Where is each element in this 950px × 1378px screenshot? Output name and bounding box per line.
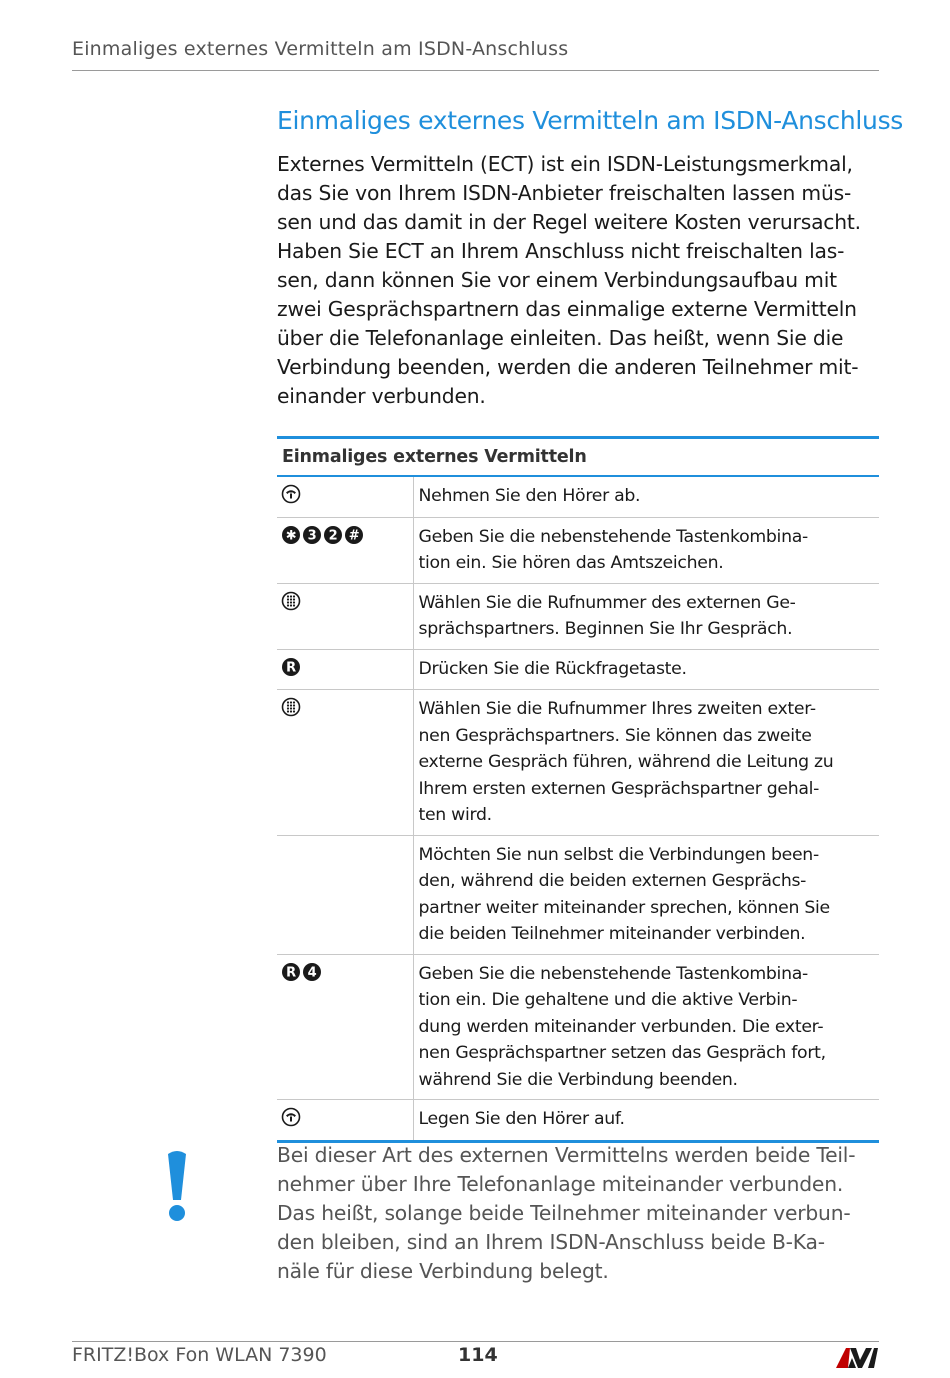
- svg-text:3: 3: [307, 528, 317, 544]
- step-keys-cell: [277, 476, 413, 517]
- step-keys-cell: [277, 583, 413, 649]
- step-instruction-line: die beiden Teilnehmer miteinander verbinden.: [418, 924, 806, 944]
- step-row: [277, 649, 879, 690]
- intro-line: über die Telefonanlage einleiten. Das heißt, wenn Sie die: [277, 326, 844, 350]
- step-row: [277, 690, 879, 836]
- step-instruction-line: sprächspartners. Beginnen Sie Ihr Gespräch.: [418, 619, 793, 639]
- avm-logo: [834, 1344, 880, 1370]
- step-instruction-line: tion ein. Die gehaltene und die aktive Verbin-: [418, 990, 798, 1010]
- intro-line: Externes Vermitteln (ECT) ist ein ISDN-Leistungsmerkmal,: [277, 152, 853, 176]
- step-instruction-line: Nehmen Sie den Hörer ab.: [418, 486, 641, 506]
- key-star-icon: [281, 525, 301, 545]
- intro-line: Verbindung beenden, werden die anderen Teilnehmer mit-: [277, 355, 859, 379]
- key-r-icon: [281, 657, 301, 677]
- step-instruction-cell: [413, 583, 879, 649]
- intro-line: Haben Sie ECT an Ihrem Anschluss nicht freischalten las-: [277, 239, 845, 263]
- step-instruction-line: während Sie die Verbindung beenden.: [418, 1069, 738, 1090]
- footer-product-name: FRITZ!Box Fon WLAN 7390: [72, 1344, 327, 1366]
- step-instruction-cell: [413, 954, 879, 1100]
- step-instruction-line: Geben Sie die nebenstehende Tastenkombina-: [418, 963, 808, 984]
- key-4-icon: [302, 962, 322, 982]
- key-hash-icon: [344, 525, 364, 545]
- step-keys-cell: [277, 954, 413, 1100]
- note-line: Das heißt, solange beide Teilnehmer miteinander verbun-: [277, 1201, 851, 1225]
- key-r-icon: [281, 962, 301, 982]
- page-number: 114: [458, 1344, 498, 1366]
- note-line: nehmer über Ihre Telefonanlage miteinander verbunden.: [277, 1172, 844, 1196]
- keypad-icon: [281, 697, 301, 717]
- step-instruction-cell: [413, 517, 879, 583]
- svg-text:R: R: [286, 965, 296, 981]
- step-instruction-cell: [413, 476, 879, 517]
- exclamation-icon: [160, 1148, 194, 1224]
- header-rule: [72, 70, 879, 71]
- step-instruction-line: partner weiter miteinander sprechen, können Sie: [418, 897, 830, 918]
- note-paragraph: [277, 1141, 879, 1286]
- note-line: Bei dieser Art des externen Vermittelns werden beide Teil-: [277, 1143, 856, 1167]
- step-instruction-line: Möchten Sie nun selbst die Verbindungen been-: [418, 844, 819, 865]
- svg-text:2: 2: [328, 528, 338, 544]
- svg-text:✱: ✱: [285, 528, 297, 544]
- note-line: den bleiben, sind an Ihrem ISDN-Anschluss beide B-Ka-: [277, 1230, 825, 1254]
- step-row: [277, 954, 879, 1100]
- step-instruction-cell: [413, 1100, 879, 1142]
- step-instruction-line: den, während die beiden externen Gesprächs-: [418, 871, 807, 891]
- intro-line: das Sie von Ihrem ISDN-Anbieter freischalten lassen müs-: [277, 181, 852, 205]
- step-instruction-line: tion ein. Sie hören das Amtszeichen.: [418, 553, 724, 573]
- note-line: näle für diese Verbindung belegt.: [277, 1259, 609, 1283]
- step-instruction-line: nen Gesprächspartner setzen das Gespräch fort,: [418, 1043, 826, 1063]
- step-instruction-line: nen Gesprächspartners. Sie können das zweite: [418, 725, 812, 746]
- step-row: [277, 835, 879, 954]
- steps-table-body: [277, 476, 879, 1141]
- svg-text:#: #: [348, 528, 360, 544]
- step-instruction-line: Wählen Sie die Rufnummer des externen Ge-: [418, 592, 796, 613]
- intro-line: sen, dann können Sie vor einem Verbindungsaufbau mit: [277, 268, 837, 292]
- step-row: [277, 476, 879, 517]
- step-instruction-line: dung werden miteinander verbunden. Die exter-: [418, 1016, 824, 1037]
- step-keys-cell: [277, 517, 413, 583]
- steps-table: [277, 436, 879, 1143]
- intro-paragraph: [277, 150, 879, 411]
- step-instruction-line: Legen Sie den Hörer auf.: [418, 1109, 625, 1129]
- step-keys-cell: [277, 690, 413, 836]
- step-row: [277, 517, 879, 583]
- intro-line: zwei Gesprächspartnern das einmalige externe Vermitteln: [277, 297, 857, 321]
- step-instruction-cell: [413, 649, 879, 690]
- handset-icon: [281, 1107, 301, 1127]
- steps-table-header-row: [277, 438, 879, 477]
- intro-line: sen und das damit in der Regel weitere Kosten verursacht.: [277, 210, 861, 234]
- handset-icon: [281, 484, 301, 504]
- keypad-icon: [281, 591, 301, 611]
- steps-table-title: Einmaliges externes Vermitteln: [277, 438, 879, 477]
- step-row: [277, 1100, 879, 1142]
- step-row: [277, 583, 879, 649]
- key-2-icon: [323, 525, 343, 545]
- step-instruction-line: externe Gespräch führen, während die Leitung zu: [418, 752, 834, 772]
- step-instruction-line: ten wird.: [418, 805, 492, 825]
- step-instruction-line: Ihrem ersten externen Gesprächspartner gehal-: [418, 778, 820, 799]
- step-instruction-line: Wählen Sie die Rufnummer Ihres zweiten exter-: [418, 699, 816, 719]
- svg-text:4: 4: [307, 965, 317, 981]
- intro-line: einander verbunden.: [277, 384, 486, 408]
- step-keys-cell: [277, 835, 413, 954]
- running-header: Einmaliges externes Vermitteln am ISDN-Anschluss: [72, 38, 569, 60]
- step-keys-cell: [277, 649, 413, 690]
- step-instruction-line: Geben Sie die nebenstehende Tastenkombina-: [418, 526, 808, 547]
- step-instruction-cell: [413, 835, 879, 954]
- section-title: Einmaliges externes Vermitteln am ISDN-Anschluss: [277, 106, 904, 135]
- svg-text:R: R: [286, 660, 296, 676]
- key-3-icon: [302, 525, 322, 545]
- footer-rule: [72, 1341, 879, 1342]
- step-keys-cell: [277, 1100, 413, 1142]
- step-instruction-cell: [413, 690, 879, 836]
- step-instruction-line: Drücken Sie die Rückfragetaste.: [418, 658, 687, 679]
